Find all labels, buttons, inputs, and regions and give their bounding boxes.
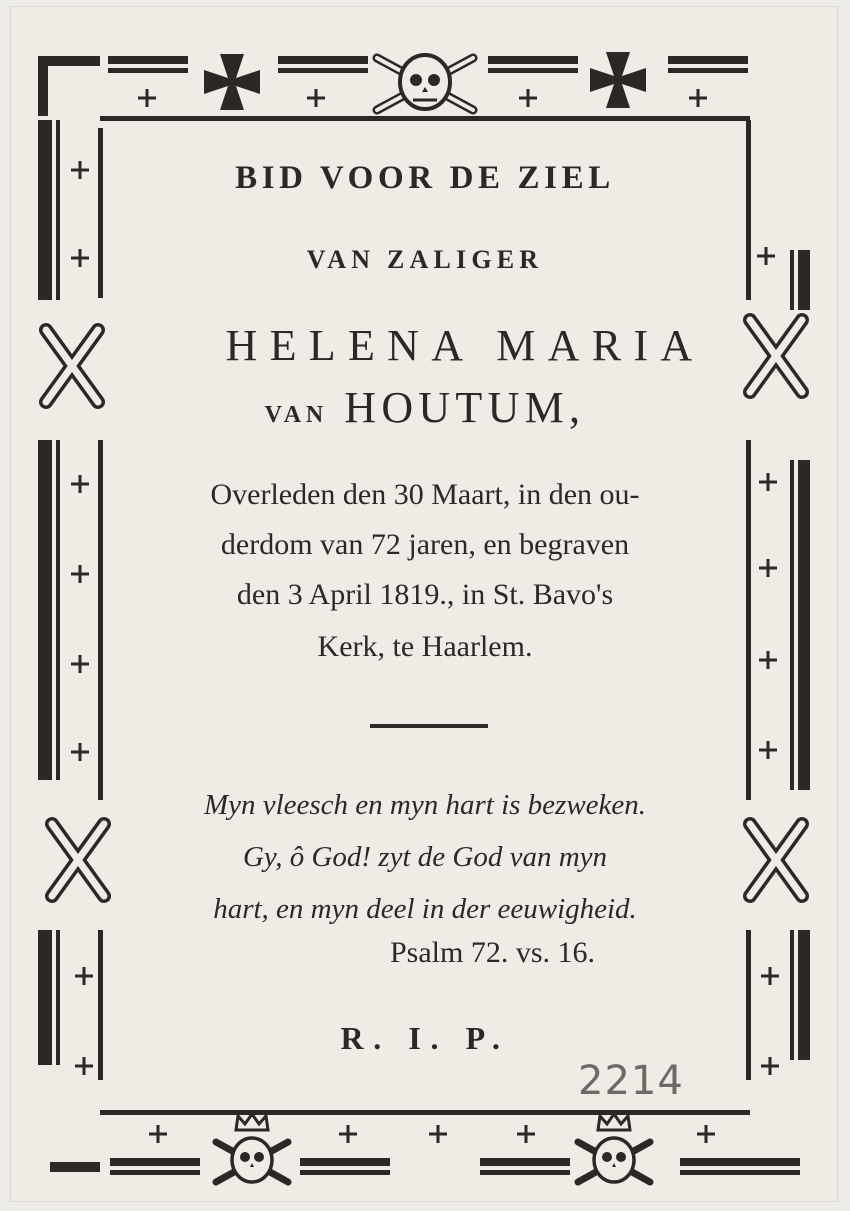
verse-line: Gy, ô God! zyt de God van myn [242, 841, 608, 873]
heading-line-1: BID VOOR DE ZIEL [235, 160, 615, 196]
deceased-name-line-2 [0, 382, 850, 433]
heading-line-2: VAN ZALIGER [306, 245, 544, 274]
deceased-name-line-1: HELENA MARIA [225, 321, 705, 370]
small-cross-icon [519, 89, 537, 107]
maltese-cross-icon [590, 52, 646, 108]
small-cross-icon [138, 89, 156, 107]
obituary-line: den 3 April 1819., in St. Bavo's [236, 578, 614, 611]
verse-line: Myn vleesch en myn hart is bezweken. [203, 789, 647, 821]
surname: HOUTUM, [344, 383, 586, 432]
rip-closing: R. I. P. [340, 1020, 510, 1056]
skull-crossbones-icon [377, 55, 473, 110]
small-cross-icon [689, 89, 707, 107]
verse-line: hart, en myn deel in der eeuwigheid. [213, 893, 637, 925]
small-cross-icon [149, 1125, 167, 1143]
obituary-line: Kerk, te Haarlem. [317, 630, 533, 663]
inventory-number: 2214 [578, 1058, 684, 1104]
crowned-skull-icon [578, 1114, 650, 1182]
maltese-cross-icon [204, 54, 260, 110]
divider-rule [370, 724, 488, 728]
name-prefix: VAN [264, 402, 328, 428]
small-cross-icon [307, 89, 325, 107]
obituary-line: Overleden den 30 Maart, in den ou- [210, 478, 640, 511]
obituary-line: derdom van 72 jaren, en begraven [220, 528, 630, 561]
crowned-skull-icon [216, 1114, 288, 1182]
verse-reference: Psalm 72. vs. 16. [390, 936, 596, 969]
